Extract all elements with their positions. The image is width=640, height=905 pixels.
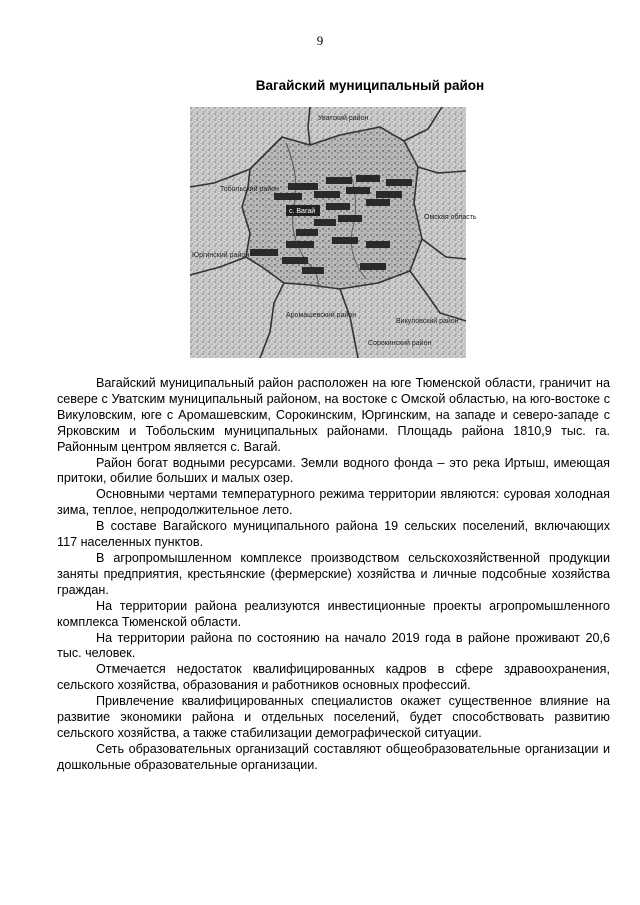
settlement-marker [360,263,386,270]
paragraph: Вагайский муниципальный район расположен на юге Тюменской области, граничит на севере с Уватским муниципальный районом, на востоке с Омской областью, на юго-востоке с Викуловским, юге с Аромашевским, Сорокинским, Юргинским, на западе и северо-западе с Ярковским и Тобольским муниципальных районами. Площадь района 1810,9 тыс. га. Районным центром является с. Вагай. [57,376,610,454]
settlement-marker [296,229,318,236]
paragraph: В составе Вагайского муниципального района 19 сельских поселений, включающих 117 населенных пунктов. [57,519,610,550]
center-label: с. Вагай [289,208,316,215]
paragraph: На территории района реализуются инвестиционные проекты агропромышленного комплекса Тюменской области. [57,598,610,629]
settlement-marker [366,241,390,248]
settlement-marker [286,241,314,248]
region-north-label: Уватский район [318,115,369,122]
settlement-marker [366,199,390,206]
settlement-marker [314,219,336,226]
settlement-marker [376,191,402,198]
paragraph: Привлечение квалифицированных специалистов окажет существенное влияние на развитие экономики района и отдельных поселений, будет способствовать развитию сельского хозяйства, а также стабилизации демографической ситуации. [57,694,610,740]
paragraph: Основными чертами температурного режима территории являются: суровая холодная зима, теплое, непродолжительное лето. [57,487,610,518]
settlement-marker [302,267,324,274]
settlement-marker [386,179,412,186]
region-south-bottom-label: Сорокинский район [368,340,432,347]
paragraph: В агропромышленном комплексе производством сельскохозяйственной продукции заняты предприятия, крестьянские (фермерские) хозяйства и личные подсобные хозяйства граждан. [57,550,610,597]
page-title: Вагайский муниципальный район [255,78,485,93]
paragraph: На территории района по состоянию на начало 2019 года в районе проживают 20,6 тыс. человек. [57,630,610,661]
settlement-marker [250,249,278,256]
settlement-marker [338,215,362,222]
page-number: 9 [316,33,324,48]
settlement-marker [326,203,350,210]
district-map [190,107,477,358]
region-east-label: Омская область [424,214,477,221]
settlement-marker [282,257,308,264]
settlement-marker [274,193,302,200]
paragraph: Сеть образовательных организаций составляют общеобразовательные организации и дошкольные образовательные организации. [57,741,610,772]
settlement-marker [326,177,352,184]
settlement-marker [314,191,340,198]
settlement-marker [346,187,370,194]
paragraph: Отмечается недостаток квалифицированных кадров в сфере здравоохранения, сельского хозяйства, образования и работников основных профессий. [57,662,610,693]
settlement-marker [288,183,318,190]
region-west-label: Тобольский район [220,186,279,193]
settlement-marker [356,175,380,182]
region-south-label: Аромашевский район [286,312,357,319]
region-southeast-label: Викуловский район [396,318,459,325]
body-text [57,376,610,774]
region-southwest-label: Юргинский район [192,252,250,259]
settlement-marker [332,237,358,244]
paragraph: Район богат водными ресурсами. Земли водного фонда – это река Иртыш, имеющая притоки, обилие больших и малых озер. [57,455,610,486]
